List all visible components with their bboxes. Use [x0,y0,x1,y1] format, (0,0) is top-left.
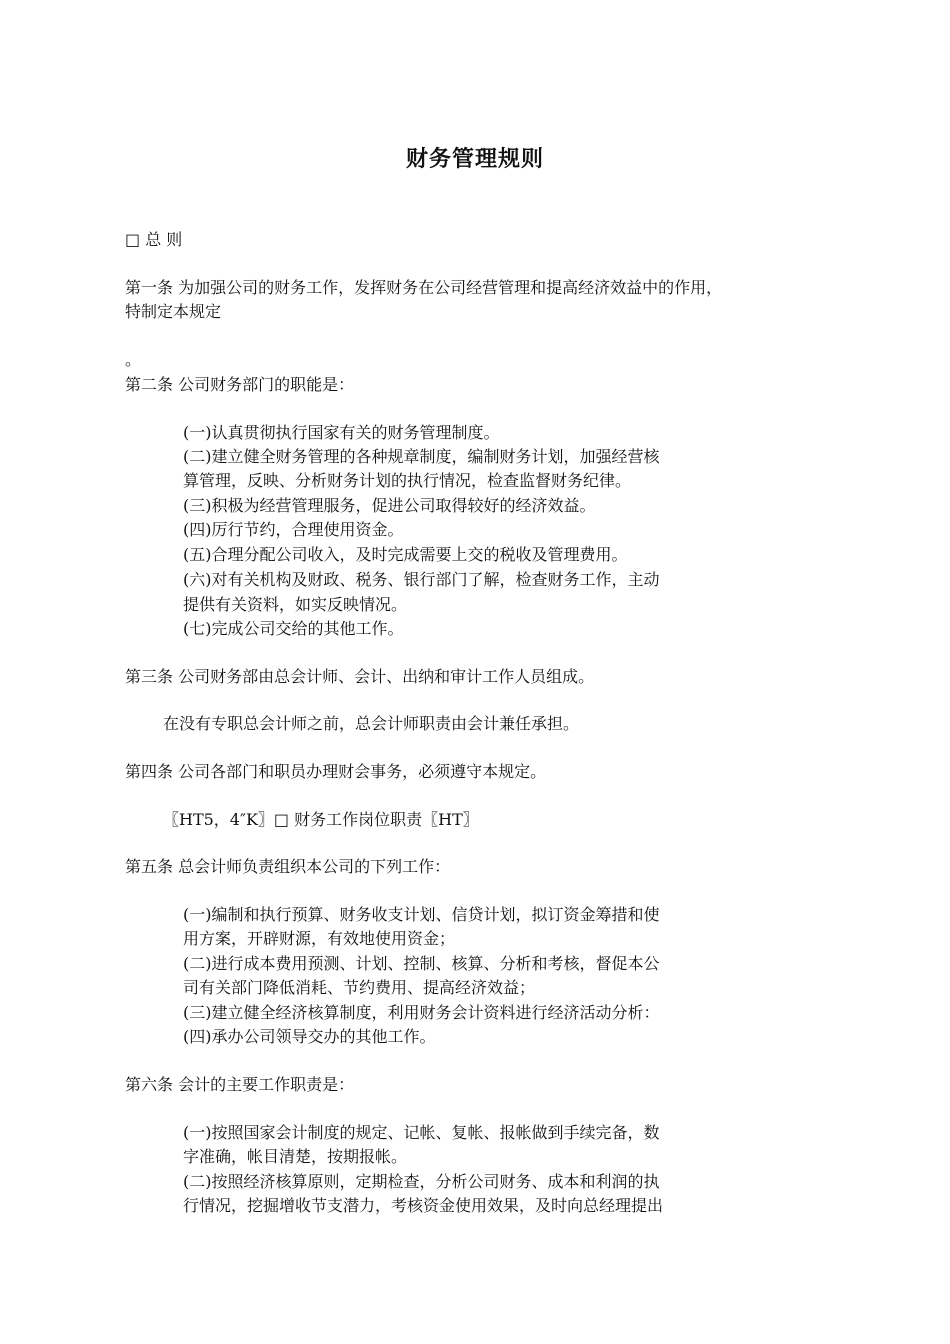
article-1-period: 。 [125,350,142,369]
article-1-line-2: 特制定本规定 [125,302,222,321]
article-5-item: (二)进行成本费用预测、计划、控制、核算、分析和考核，督促本公 [183,954,660,973]
article-2-item: (一)认真贯彻执行国家有关的财务管理制度。 [183,423,500,442]
article-2-item: 算管理，反映、分析财务计划的执行情况，检查监督财务纪律。 [183,471,632,490]
article-1-line-1: 第一条 为加强公司的财务工作，发挥财务在公司经营管理和提高经济效益中的作用， [125,278,723,297]
article-2: 第二条 公司财务部门的职能是： [125,375,355,394]
article-6-item: 行情况，挖掘增收节支潜力，考核资金使用效果，及时向总经理提出 [183,1196,664,1215]
article-2-item: (五)合理分配公司收入，及时完成需要上交的税收及管理费用。 [183,545,628,564]
article-5-item: 司有关部门降低消耗、节约费用、提高经济效益； [183,978,536,997]
section-heading-general: □ 总 则 [125,230,183,249]
article-6-item: (一)按照国家会计制度的规定、记帐、复帐、报帐做到手续完备，数 [183,1123,660,1142]
article-5-item: (一)编制和执行预算、财务收支计划、信贷计划，拟订资金筹措和使 [183,905,660,924]
article-3: 第三条 公司财务部由总会计师、会计、出纳和审计工作人员组成。 [125,667,595,686]
article-2-item: (七)完成公司交给的其他工作。 [183,619,404,638]
article-2-item: 提供有关资料，如实反映情况。 [183,595,408,614]
article-2-item: (二)建立健全财务管理的各种规章制度，编制财务计划，加强经营核 [183,447,660,466]
document-title: 财务管理规则 [405,147,544,172]
article-2-item: (六)对有关机构及财政、税务、银行部门了解，检查财务工作，主动 [183,570,660,589]
article-2-item: (四)厉行节约，合理使用资金。 [183,520,404,539]
article-6: 第六条 会计的主要工作职责是： [125,1075,355,1094]
article-5-item: (三)建立健全经济核算制度，利用财务会计资料进行经济活动分析： [183,1003,660,1022]
article-5-item: 用方案，开辟财源，有效地使用资金； [183,929,456,948]
article-5-item: (四)承办公司领导交办的其他工作。 [183,1027,436,1046]
article-6-item: (二)按照经济核算原则，定期检查，分析公司财务、成本和利润的执 [183,1172,660,1191]
article-5: 第五条 总会计师负责组织本公司的下列工作： [125,857,451,876]
article-3-note: 在没有专职总会计师之前，总会计师职责由会计兼任承担。 [163,714,580,733]
article-2-item: (三)积极为经营管理服务，促进公司取得较好的经济效益。 [183,496,596,515]
article-6-item: 字准确，帐目清楚，按期报帐。 [183,1147,408,1166]
article-4: 第四条 公司各部门和职员办理财会事务，必须遵守本规定。 [125,762,547,781]
section-heading-duties: 〖HT5，4″K〗□ 财务工作岗位职责〖HT〗 [163,810,479,829]
